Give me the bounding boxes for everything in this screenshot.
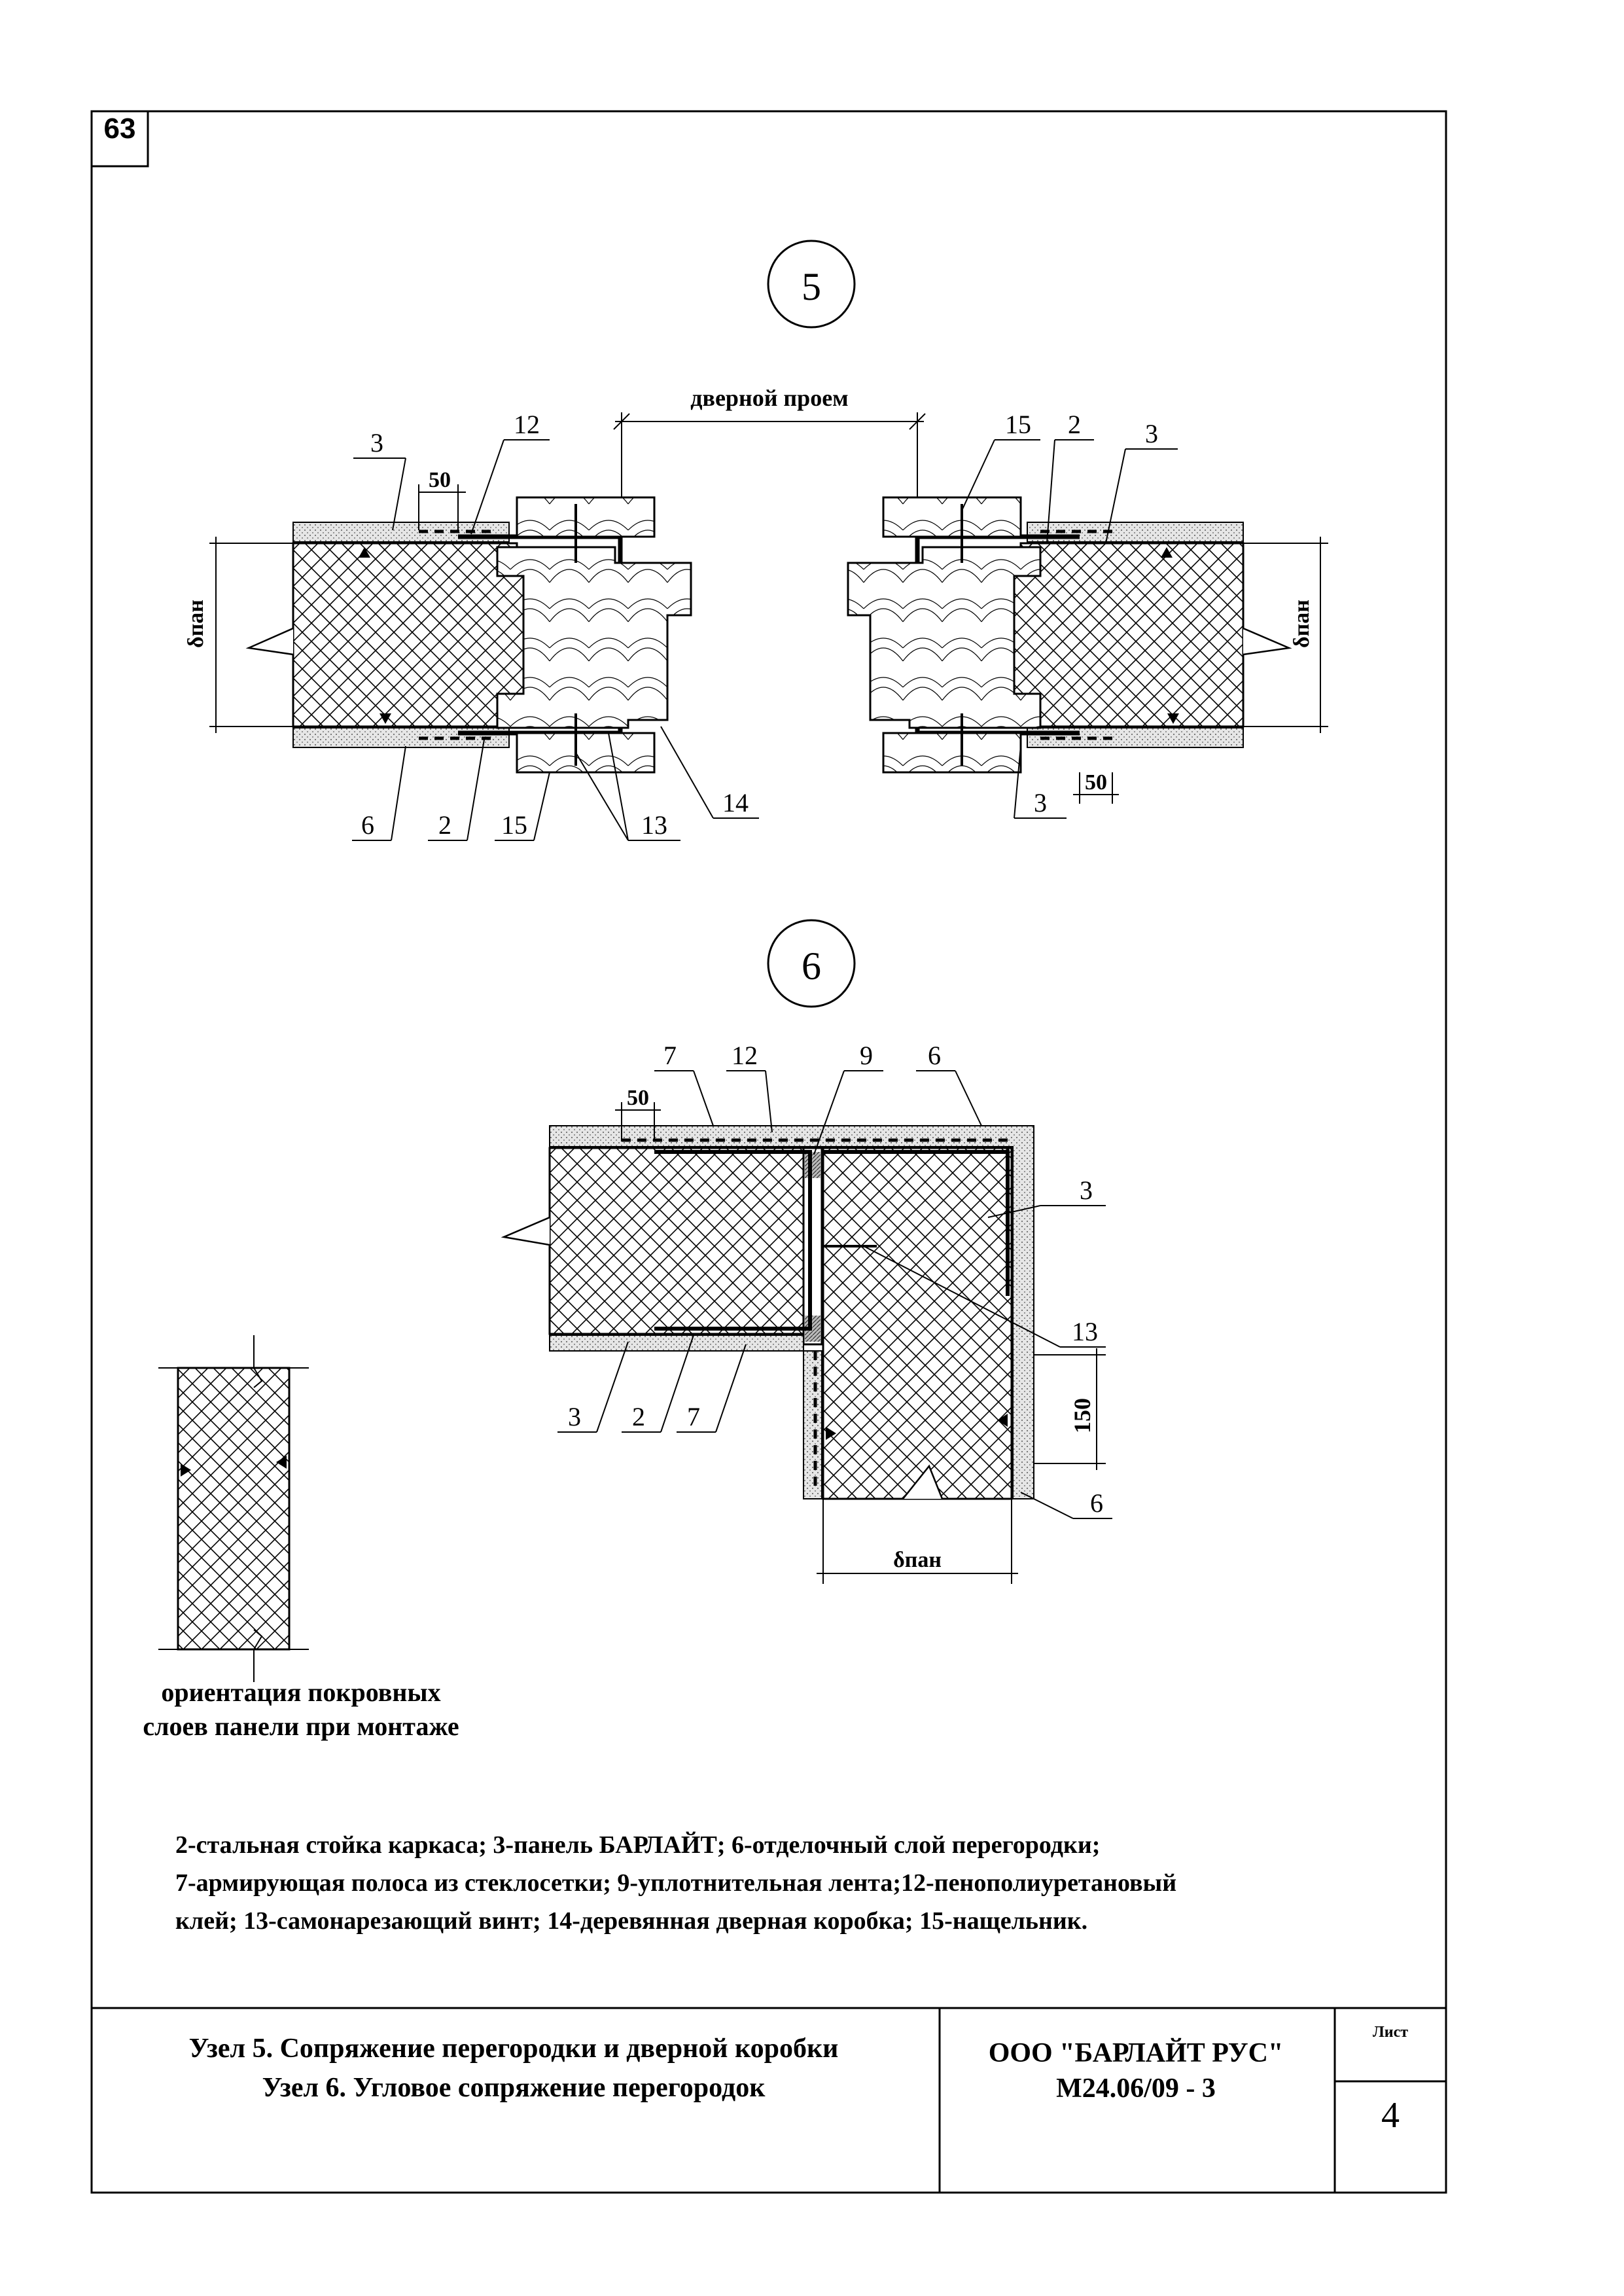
right-door-frame xyxy=(848,547,1040,728)
node6-thickness-label: δпан xyxy=(893,1548,942,1572)
org-line-2: М24.06/09 - 3 xyxy=(1056,2073,1216,2104)
node6-50-label: 50 xyxy=(627,1086,649,1110)
callout-6-top: 6 xyxy=(928,1041,941,1070)
sheet-label: Лист xyxy=(1372,2024,1409,2041)
orientation-caption xyxy=(111,1676,491,1744)
door-opening-label: дверной проем xyxy=(690,385,849,411)
sheet-number: 4 xyxy=(1381,2095,1400,2136)
left-casing-bottom xyxy=(517,733,654,772)
callout-15-right: 15 xyxy=(1005,410,1031,439)
orientation-caption-line-2: слоев панели при монтаже xyxy=(143,1712,459,1741)
legend-line-2: 7-армирующая полоса из стеклосетки; 9-уплотнительная лента;12-пенополиуретановый xyxy=(175,1869,1177,1897)
node-5-left-assembly xyxy=(249,497,691,772)
callout-3-right: 3 xyxy=(1145,419,1158,448)
node-6-assembly xyxy=(504,1126,1034,1499)
callout-6-right-6: 6 xyxy=(1090,1488,1103,1518)
callout-2-left: 2 xyxy=(438,810,451,840)
right-panel-core xyxy=(1008,543,1243,726)
callout-6-left: 6 xyxy=(361,810,374,840)
callout-13-right-6: 13 xyxy=(1072,1317,1098,1346)
callout-3-left: 3 xyxy=(370,428,383,457)
title-block-title xyxy=(92,2029,936,2108)
org-line-1: ООО "БАРЛАЙТ РУС" xyxy=(988,2038,1284,2068)
orientation-panel-sketch xyxy=(158,1335,309,1682)
left-thickness-label: δпан xyxy=(184,600,208,648)
orientation-caption-line-1: ориентация покровных xyxy=(161,1677,441,1707)
callout-7-bottom-6: 7 xyxy=(687,1402,700,1431)
left-50-label: 50 xyxy=(429,468,451,492)
callout-3-right-bottom: 3 xyxy=(1034,788,1047,817)
right-thickness-label: δпан xyxy=(1290,600,1314,648)
title-line-1: Узел 5. Сопряжение перегородки и дверной коробки xyxy=(188,2034,839,2064)
right-bottom-callouts xyxy=(1014,746,1119,818)
node-5-right-assembly xyxy=(848,497,1289,772)
left-casing-top xyxy=(517,497,654,537)
legend xyxy=(175,1826,1392,1940)
node6-finish-bottom xyxy=(550,1334,823,1499)
node-6-number: 6 xyxy=(802,944,821,988)
callout-15-left: 15 xyxy=(501,810,527,840)
callout-2-bottom-6: 2 xyxy=(632,1402,645,1431)
node-5-number: 5 xyxy=(802,265,821,308)
callout-3-right-6: 3 xyxy=(1080,1175,1093,1205)
title-block-org xyxy=(940,2036,1332,2106)
left-panel-core xyxy=(293,543,530,726)
callout-7-top: 7 xyxy=(663,1041,677,1070)
callout-13-left: 13 xyxy=(641,810,667,840)
callout-12-left: 12 xyxy=(514,410,540,439)
node6-150-dimension xyxy=(1034,1348,1106,1470)
node6-horizontal-panel xyxy=(550,1148,811,1334)
right-casing-top xyxy=(883,497,1021,537)
node-5-marker xyxy=(768,241,855,327)
legend-line-1: 2-стальная стойка каркаса; 3-панель БАРЛАЙТ; 6-отделочный слой перегородки; xyxy=(175,1831,1101,1859)
right-50-label: 50 xyxy=(1085,770,1107,795)
callout-12-top: 12 xyxy=(732,1041,758,1070)
node6-150-label: 150 xyxy=(1069,1398,1095,1433)
page-number: 63 xyxy=(103,113,136,145)
legend-line-3: клей; 13-самонарезающий винт; 14-деревянная дверная коробка; 15-нащельник. xyxy=(175,1907,1088,1935)
left-50-dimension xyxy=(419,468,466,530)
callout-2-right: 2 xyxy=(1068,410,1081,439)
callout-14-left: 14 xyxy=(722,788,749,817)
right-casing-bottom xyxy=(883,733,1021,772)
node6-vertical-panel xyxy=(823,1148,1012,1499)
callout-3-bottom-6: 3 xyxy=(568,1402,581,1431)
callout-9-top: 9 xyxy=(860,1041,873,1070)
left-door-frame xyxy=(497,547,691,728)
node6-thickness-dimension xyxy=(817,1499,1018,1584)
node-6-marker xyxy=(768,920,855,1007)
title-line-2: Узел 6. Угловое сопряжение перегородок xyxy=(262,2073,766,2103)
